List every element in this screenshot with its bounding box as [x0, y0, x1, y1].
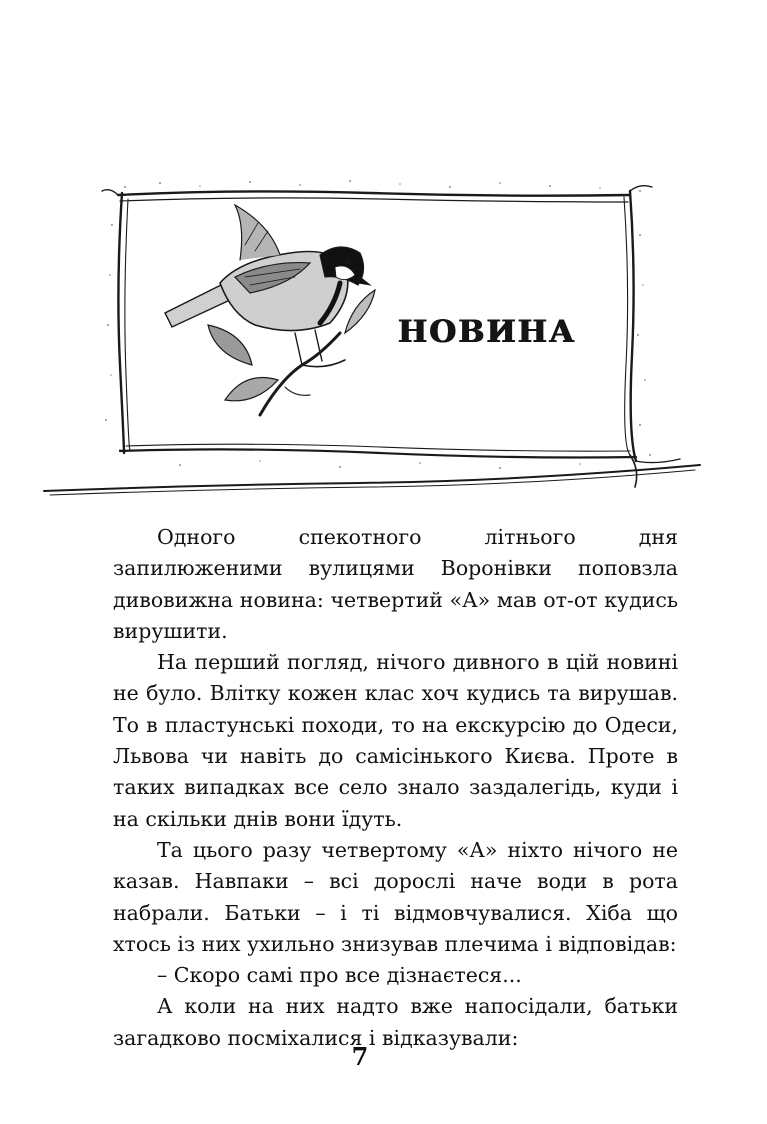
body-text [113, 522, 678, 1054]
paragraph: На перший погляд, нічого дивного в цій новині не було. Влітку кожен клас хоч кудись та вирушав. То в пластунські походи, то на екскурсію до Одеси, Львова чи навіть до самісінького Києва. Проте в таких випадках все село знало заздалегідь, куди і на скільки днів вони їдуть. [113, 650, 678, 831]
paragraph: Та цього разу четвертому «А» ніхто нічого не казав. Навпаки – всі дорослі наче води в рота набрали. Батьки – і ті відмовчувалися. Хіба що хтось із них ухильно знизував плечима і відповідав: [113, 837, 678, 956]
paragraph: А коли на них надто вже напосідали, батьки загадково посміхалися і відказували: [113, 994, 678, 1050]
page-number: 7 [351, 1042, 369, 1071]
paragraph: Одного спекотного літнього дня запилюженими вулицями Воронівки поповзла дивовижна новина: четвертий «А» мав от-от кудись вирушити. [113, 525, 678, 643]
chapter-header-illustration [40, 165, 705, 505]
sketched-frame [44, 186, 700, 495]
chapter-title: НОВИНА [398, 314, 577, 350]
titmouse-bird-icon [165, 205, 375, 415]
paragraph: – Скоро самі про все дізнаєтеся... [157, 963, 522, 988]
